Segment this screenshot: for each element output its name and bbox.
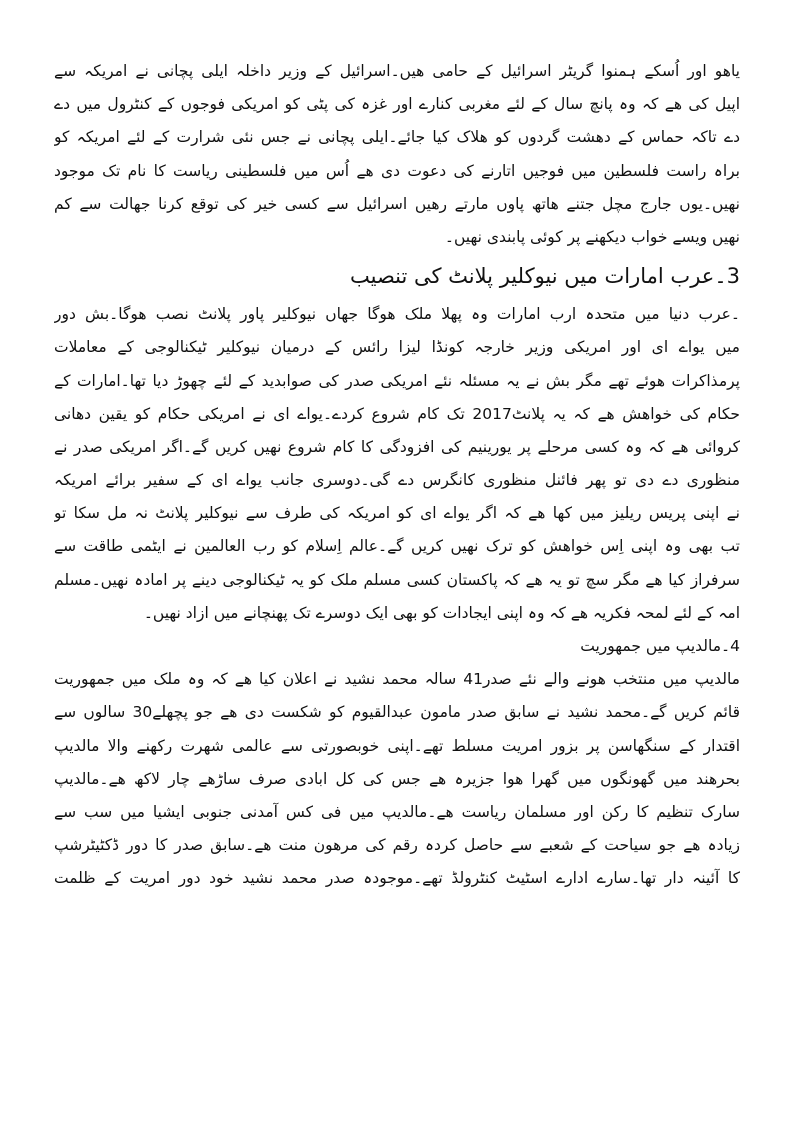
paragraph-israel [54, 55, 740, 254]
text-line: قائم کریں گے۔محمد نشید نے سابق صدر مامون عبدالقیوم کو شکست دی ھے جو پچھلے30 سالوں سے [54, 703, 740, 722]
text-line: پرمذاکرات ھوئے تھے مگر بش نے یہ مسئلہ نئے امریکی صدر کی صوابدید کے لئے چھوڑ دیا تھا۔امارات کے [54, 371, 740, 390]
document-page [54, 55, 740, 896]
paragraph-maldives [54, 663, 740, 895]
text-line: بحرھند میں گھونگوں میں گھرا ھوا جزیرہ ھے جس کی کل ابادی صرف ساڑھے چار لاکھ ھے۔مالدیپ [54, 769, 740, 788]
text-line: منظوری دے دی تو پھر فائنل منظوری کانگرس دے گی۔دوسری جانب یواے ای کے سفیر برائے امریکہ [54, 471, 740, 490]
section-heading-maldives: 4۔مالدیپ میں جمھوریت [580, 637, 740, 655]
text-line: حکام کی خواھش ھے کہ یہ پلانٹ2017 تک کام شروع کردے۔یواے ای نے امریکی حکام کو یقین دھانی [54, 404, 740, 423]
text-line: تب بھی وہ اپنی اِس خواھش کو ترک نھیں کریں گے۔عالم اِسلام کو رب العالمین نے ایٹمی طاقت سے [54, 537, 740, 556]
text-line: سارک تنظیم کا رکن اور مسلمان ریاست ھے۔مالدیپ میں فی کس آمدنی جنوبی ایشیا میں سب سے [54, 802, 740, 821]
text-line: اپیل کی ھے کہ وہ پانچ سال کے لئے مغربی کنارے اور غزہ کی پٹی کو امریکی فوجوں کے کنٹرول میں دے [54, 95, 740, 114]
text-line: ۔عرب دنیا میں متحدہ ارب امارات وہ پھلا ملک ھوگا جھاں نیوکلیر پاور پلانٹ نصب ھوگا۔بش دور [54, 305, 740, 324]
text-line: براہ راست فلسطین میں فوجیں اتارنے کی دعوت دی ھے اُس میں فلسطینی ریاست کا نام تک موجود [54, 161, 740, 180]
text-line: زیادہ ھے جو سیاحت کے شعبے سے حاصل کردہ رقم کی مرھون منت ھے۔سابق صدر کا دور ڈکٹیٹرشپ [54, 836, 740, 855]
text-line: امہ کے لئے لمحہ فکریہ ھے کہ وہ اپنی ایجادات کو بھی ایک دوسرے تک پھنچانے میں ازاد نھیں۔ [143, 603, 740, 622]
text-line: مالدیپ میں منتخب ھونے والے نئے صدر41 سالہ محمد نشید نے اعلان کیا ھے کہ وہ ملک میں جمھوریت [54, 670, 740, 689]
text-line: کا آئینہ دار تھا۔سارے ادارے اسٹیٹ کنٹرولڈ تھے۔موجودہ صدر محمد نشید خود دور امریت کے ظلمت [54, 869, 740, 888]
text-line: نے اپنی پریس ریلیز میں کھا ھے کہ اگر یواے ای کو امریکہ کی طرف سے نیوکلیر پلانٹ نہ مل سکا تو [54, 504, 740, 523]
text-line: یاھو اور اُسکے ہمنوا گریٹر اسرائیل کے حامی ھیں۔اسرائیل کے وزیر داخلہ ایلی پچانی نے امریکہ سے [54, 62, 740, 80]
text-line: کروائی ھے کہ وہ کسی مرحلے پر یورینیم کی افزودگی کا کام شروع نھیں کریں گے۔اگر امریکی صدر نے [54, 437, 740, 456]
paragraph-uae [54, 298, 740, 630]
text-line: سرفراز کیا ھے مگر سچ تو یہ ھے کہ پاکستان کسی مسلم ملک کو یہ ٹیکنالوجی دینے پر امادہ نھیں۔مسلم [54, 570, 740, 589]
text-line: اقتدار کے سنگھاسن پر بزور امریت مسلط تھے۔اپنی خوبصورتی سے عالمی شھرت رکھنے والا مالدیپ [54, 736, 740, 755]
text-line: نھیں ویسے خواب دیکھنے پر کوئی پابندی نھیں۔ [444, 227, 740, 246]
text-line: میں یواے ای اور امریکی وزیر خارجہ کونڈا لیزا رائس کے درمیان نیوکلیر ٹیکنالوجی کے معاملات [54, 338, 740, 357]
text-line: دے تاکہ حماس کے دھشت گردوں کو ھلاک کیا جائے۔ایلی پچانی نے جس نئی شرارت کے لئے امریکہ کو [54, 128, 740, 147]
text-line: نھیں۔یوں جارج مچل جتنے ھاتھ پاوں مارتے رھیں اسرائیل سے کسی خیر کی توقع کرنا جھالت سے کم [54, 194, 740, 213]
section-heading-uae-nuclear: 3۔عرب امارات میں نیوکلیر پلانٹ کی تنصیب [349, 264, 740, 289]
